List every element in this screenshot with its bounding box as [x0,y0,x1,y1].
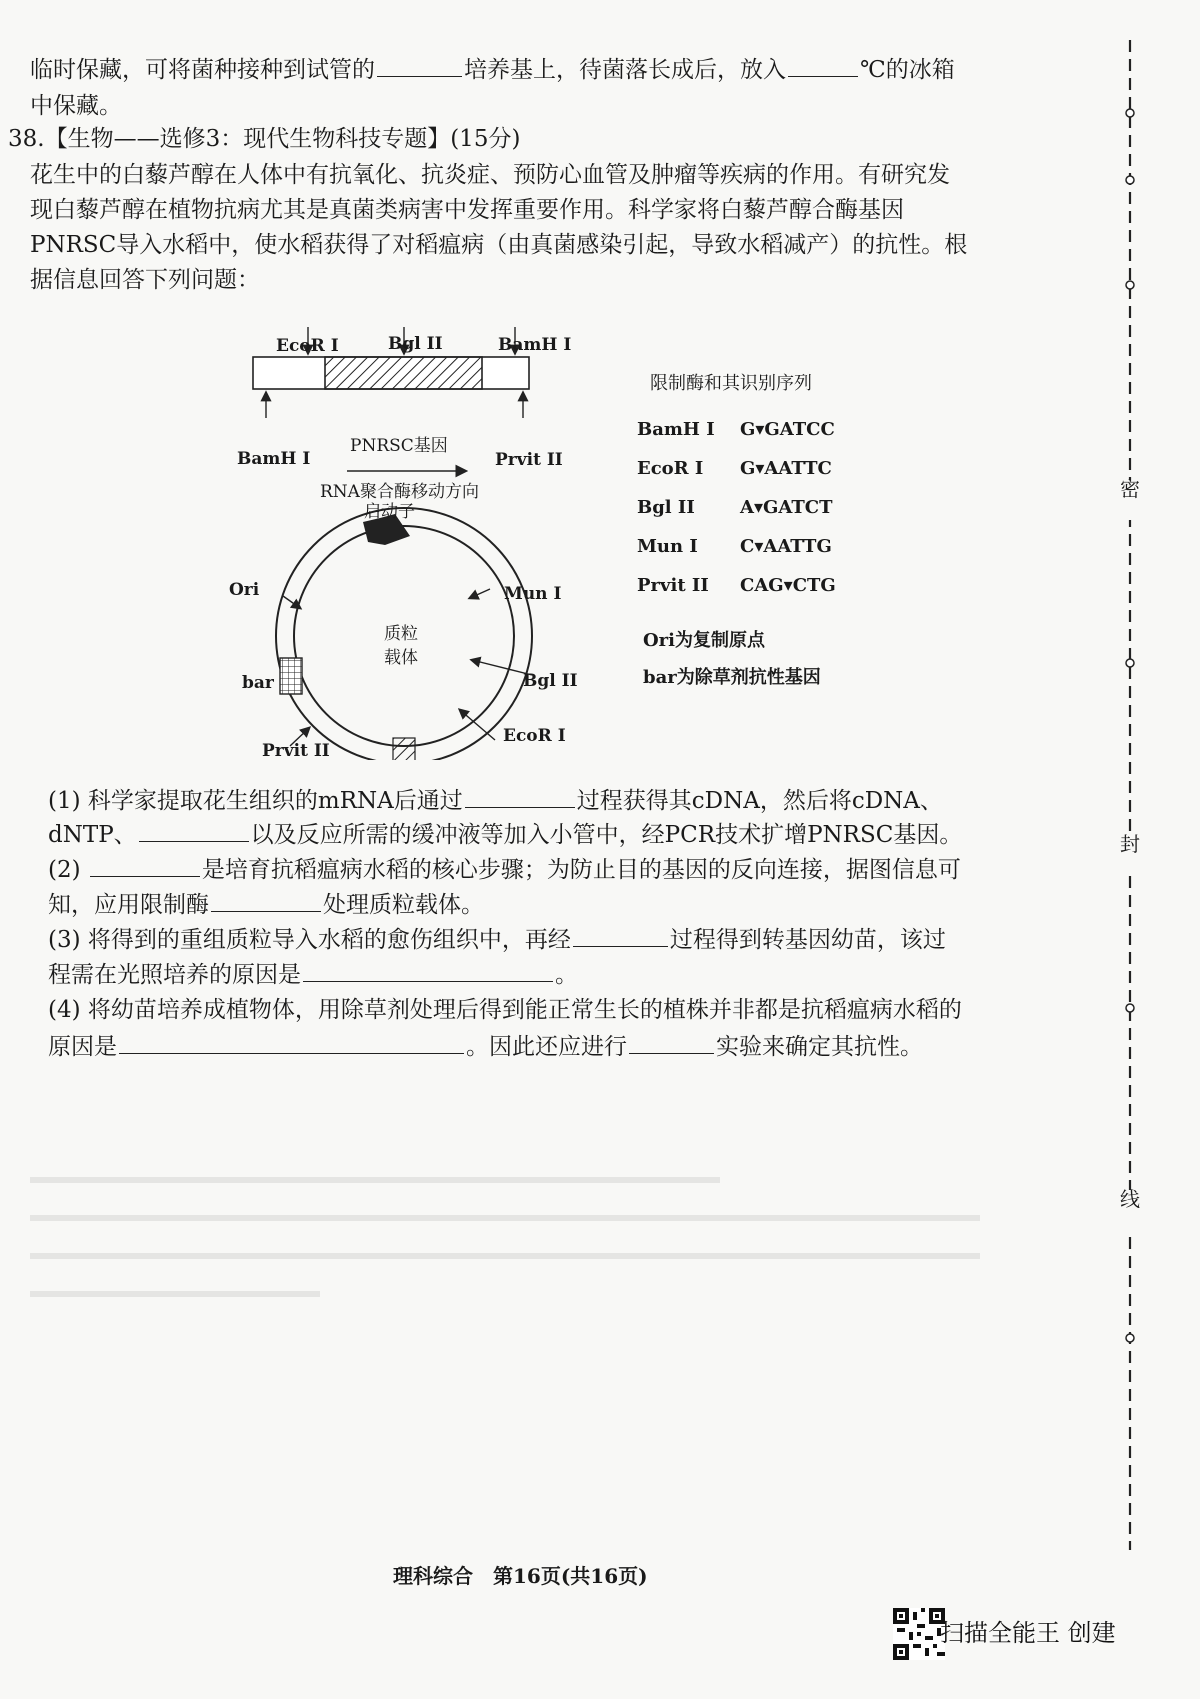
intro-line: 据信息回答下列问题： [30,267,260,293]
seal-mark: 密 [1120,477,1140,501]
text-segment: 过程得到转基因幼苗，该过 [669,927,946,953]
text-segment: 实验来确定其抗性。 [716,1034,923,1060]
q3-line-1 [48,920,946,958]
enzyme-name: BamH I [637,419,715,440]
text-segment: ℃的冰箱 [860,57,955,83]
enzyme-sequence: G▾GATCC [740,419,835,440]
q4-line-1: (4) 将幼苗培养成植物体，用除草剂处理后得到能正常生长的植株并非都是抗稻瘟病水稻的 [48,997,962,1023]
gene-fragment [237,327,571,502]
answer-blank [211,885,321,912]
seal-mark: 线 [1120,1187,1140,1211]
enzyme-name: Mun I [637,536,698,557]
answer-blank [139,815,249,842]
text-segment: 以及反应所需的缓冲液等加入小管中，经PCR技术扩增PNRSC基因。 [250,822,963,848]
bglii-label: Bgl II [523,671,578,691]
text-segment: 培养基上，待菌落长成后，放入 [464,57,786,83]
enzyme-table-title: 限制酶和其识别序列 [650,373,812,394]
text-segment: 处理质粒载体。 [323,892,484,918]
bamhi-label: BamH I [237,449,311,469]
top-line-2: 中保藏。 [30,93,122,119]
enzyme-sequence: CAG▾CTG [740,575,836,596]
answer-blank [573,920,668,947]
enzyme-sequence: C▾AATTG [740,536,832,557]
terminator-region [393,738,415,760]
pnrsc-gene-region [325,357,482,389]
seal-line [1105,30,1155,1560]
intro-line: 花生中的白藜芦醇在人体中有抗氧化、抗炎症、预防心血管及肿瘤等疾病的作用。有研究发 [30,162,950,188]
plasmid-center-label: 质粒 [384,624,418,644]
ecori-label: EcoR I [503,726,566,746]
q4-line-2 [48,1027,923,1065]
scanner-watermark: 扫描全能王 创建 [940,1619,1116,1647]
q2-line-1 [48,850,961,888]
ori-label: Ori [229,580,260,600]
bar-gene-region [280,658,302,694]
enzyme-name: Prvit II [637,575,709,596]
ori-note: Ori为复制原点 [643,630,766,651]
muni-label: Mun I [504,584,562,604]
answer-blank [465,781,575,808]
rna-direction-label: RNA聚合酶移动方向 [320,482,479,502]
text-segment: 。 [555,962,578,988]
bar-label: bar [242,673,274,693]
bar-note: bar为除草剂抗性基因 [643,667,821,688]
bamhi-label: BamH I [498,335,572,355]
pnrsc-gene-label: PNRSC基因 [350,436,448,456]
q3-line-2 [48,955,578,993]
text-segment: 程需在光照培养的原因是 [48,962,301,988]
q1-line-1 [48,781,943,819]
prvitii-label: Prvit II [262,741,330,760]
text-segment: 过程获得其cDNA，然后将cDNA、 [576,788,943,814]
q2-line-2 [48,885,484,923]
text-segment: dNTP、 [48,822,137,848]
enzyme-sequence: G▾AATTC [740,458,832,479]
text-segment: (2) [48,857,81,883]
answer-blank [629,1027,714,1054]
text-segment: 。因此还应进行 [466,1034,627,1060]
plasmid-center-label: 载体 [384,648,418,668]
answer-blank [119,1027,464,1054]
intro-line: PNRSC导入水稻中，使水稻获得了对稻瘟病（由真菌感染引起，导致水稻减产）的抗性。根 [30,232,968,258]
gene-plasmid-diagram [0,0,1200,760]
qr-code-icon [893,1608,945,1660]
text-segment: 原因是 [48,1034,117,1060]
ecori-label: EcoR I [276,336,339,356]
prvitii-label: Prvit II [495,450,563,470]
enzyme-name: EcoR I [637,458,704,479]
q1-line-2 [48,815,962,853]
enzyme-sequence: A▾GATCT [740,497,833,518]
answer-blank [303,955,553,982]
plasmid-vector [229,502,578,760]
bleed-through-texture [20,1160,1000,1340]
intro-line: 现白藜芦醇在植物抗病尤其是真菌类病害中发挥重要作用。科学家将白藜芦醇合酶基因 [30,197,904,223]
text-segment: 是培育抗稻瘟病水稻的核心步骤；为防止目的基因的反向连接，据图信息可 [201,857,961,883]
text-segment: (3) 将得到的重组质粒导入水稻的愈伤组织中，再经 [48,927,571,953]
seal-mark: 封 [1120,832,1140,856]
promoter-label: 启动子 [364,502,415,522]
text-segment: 临时保藏，可将菌种接种到试管的 [30,57,375,83]
enzyme-name: Bgl II [637,497,695,518]
page-footer: 理科综合 第16页(共16页) [393,1564,648,1588]
answer-blank [90,850,200,877]
text-segment: (1) 科学家提取花生组织的mRNA后通过 [48,788,463,814]
text-segment: 知，应用限制酶 [48,892,209,918]
question-38-heading: 38.【生物——选修3：现代生物科技专题】(15分) [8,126,521,152]
bglii-label: Bgl II [388,334,443,354]
